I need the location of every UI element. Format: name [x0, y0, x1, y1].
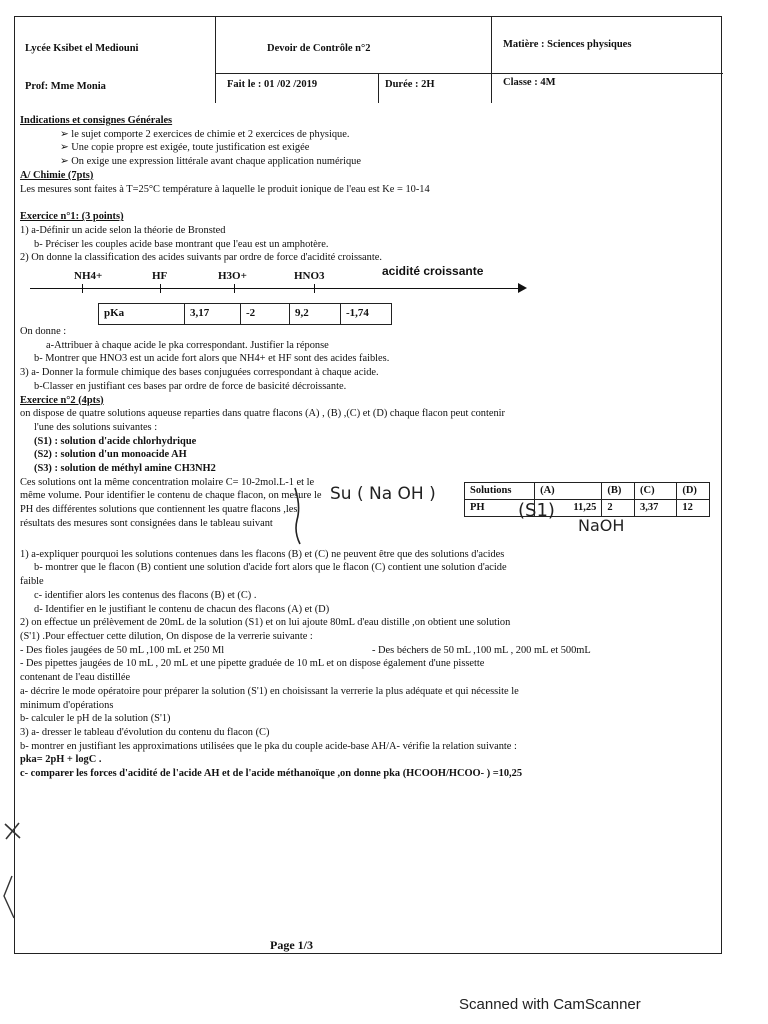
- instruction-item: ➢ le sujet comporte 2 exercices de chimie et 2 exercices de physique.: [60, 128, 350, 140]
- ex2-question: 2) on effectue un prélèvement de 20mL de la solution (S1) et on lui ajoute 80mL d'eau distille ,on obtient une solution: [20, 617, 511, 629]
- school-name: Lycée Ksibet el Mediouni: [25, 43, 139, 54]
- pka-value: 9,2: [290, 304, 341, 325]
- ph-table-header: (C): [635, 482, 677, 499]
- ex2-question: c- comparer les forces d'acidité de l'acide AH et de l'acide méthanoïque ,on donne pka (HCOOH/HCOO- ) =10,25: [20, 768, 523, 780]
- glassware-row: [20, 644, 710, 658]
- pka-value: -1,74: [341, 304, 392, 325]
- axis-label: NH4+: [74, 270, 103, 283]
- ph-table-header: (D): [677, 482, 710, 499]
- ph-table-label: PH: [465, 499, 535, 516]
- exam-date: Fait le : 01 /02 /2019: [227, 79, 318, 90]
- ph-value: 12: [677, 499, 710, 516]
- axis-label: H3O+: [218, 270, 247, 283]
- ex2-question: (S'1) .Pour effectuer cette dilution, On dispose de la verrerie suivante :: [20, 630, 313, 642]
- ex2-question: c- identifier alors les contenus des flacons (B) et (C) .: [34, 589, 257, 601]
- handwritten-note: (S1): [518, 500, 555, 521]
- solution-item: (S3) : solution de méthyl amine CH3NH2: [34, 463, 216, 475]
- ex1-question: b- Montrer que HNO3 est un acide fort alors que NH4+ et HF sont des acides faibles.: [34, 353, 390, 365]
- axis-arrow: [518, 283, 527, 293]
- ph-table-header: Solutions: [465, 482, 535, 499]
- pka-header: pKa: [99, 304, 185, 325]
- camscanner-watermark: Scanned with CamScanner: [459, 996, 641, 1013]
- ex2-text: résultats des mesures sont consignées dans le tableau suivant: [20, 517, 273, 529]
- ex1-question: 3) a- Donner la formule chimique des bases conjuguées correspondant à chaque acide.: [20, 367, 379, 379]
- acidity-axis: [20, 264, 710, 303]
- ex1-question: b- Préciser les couples acide base montrant que l'eau est un amphotère.: [34, 238, 329, 250]
- axis-label: HNO3: [294, 270, 325, 283]
- ex2-question: minimum d'opérations: [20, 699, 114, 711]
- instructions-title: Indications et consignes Générales: [20, 115, 173, 126]
- axis-label: HF: [152, 270, 168, 283]
- pka-table: [98, 303, 392, 325]
- exam-body: [20, 114, 710, 781]
- exam-class: Classe : 4M: [503, 77, 556, 88]
- check-mark-icon: [2, 820, 24, 842]
- glassware-item: - Des pipettes jaugées de 10 mL , 20 mL et une pipette graduée de 10 mL et on dispose également d'une pissette: [20, 658, 485, 670]
- ex2-text: PH des différentes solutions que contiennent les quatre flacons ,les: [20, 504, 298, 516]
- chimie-title: A/ Chimie (7pts): [20, 169, 94, 181]
- axis-tick: [234, 284, 235, 293]
- ex2-question: d- Identifier en le justifiant le contenu de chacun des flacons (A) et (D): [34, 603, 330, 615]
- ex2-text: même volume. Pour identifier le contenu de chaque flacon, on mesure le: [20, 490, 322, 502]
- teacher-name: Prof: Mme Monia: [25, 81, 106, 92]
- pka-value: -2: [241, 304, 290, 325]
- solution-item: (S1) : solution d'acide chlorhydrique: [34, 435, 197, 447]
- solution-item: (S2) : solution d'un monoacide AH: [34, 449, 187, 461]
- ex2-text: on dispose de quatre solutions aqueuse reparties dans quatre flacons (A) , (B) ,(C) et (D) chaque flacon peut contenir: [20, 408, 506, 420]
- handwritten-note: NaOH: [578, 516, 625, 535]
- ph-table-header: (A): [535, 482, 602, 499]
- exam-title: Devoir de Contrôle n°2: [267, 43, 371, 54]
- glassware-item: - Des fioles jaugées de 50 mL ,100 mL et 250 Ml: [20, 644, 225, 656]
- handwritten-note: Su ( Na OH ): [330, 484, 436, 504]
- ph-table: [464, 482, 710, 517]
- instruction-item: ➢ On exige une expression littérale avant chaque application numérique: [60, 156, 361, 168]
- ex2-question: a- décrire le mode opératoire pour préparer la solution (S'1) en choisissant la verrerie la plus adéquate et qui nécessite le: [20, 685, 519, 697]
- ex1-question: b-Classer en justifiant ces bases par ordre de force de basicité décroissante.: [34, 380, 347, 392]
- ex2-question: faible: [20, 576, 44, 588]
- axis-tick: [82, 284, 83, 293]
- ex2-question: 1) a-expliquer pourquoi les solutions contenues dans les flacons (B) et (C) ne peuvent être que des solutions d'acides: [20, 548, 505, 560]
- ph-value: 11,25: [535, 499, 602, 516]
- margin-mark-icon: [0, 874, 22, 922]
- ph-value: 2: [602, 499, 635, 516]
- chimie-intro: Les mesures sont faites à T=25°C température à laquelle le produit ionique de l'eau est Ke = 10-14: [20, 183, 430, 195]
- ex2-text: l'une des solutions suivantes :: [34, 421, 158, 433]
- page-number: Page 1/3: [270, 938, 313, 952]
- exam-header: [15, 17, 721, 103]
- ex1-question: 2) On donne la classification des acides suivants par ordre de force d'acidité croissante.: [20, 252, 382, 264]
- glassware-item: - Des béchers de 50 mL ,100 mL , 200 mL et 500mL: [372, 644, 591, 656]
- ex1-question: 1) a-Définir un acide selon la théorie de Bronsted: [20, 224, 226, 236]
- ex2-question: b- calculer le pH de la solution (S'1): [20, 713, 171, 725]
- exam-subject: Matière : Sciences physiques: [503, 39, 632, 50]
- ph-table-header: (B): [602, 482, 635, 499]
- ex2-question: 3) a- dresser le tableau d'évolution du contenu du flacon (C): [20, 726, 270, 738]
- pka-value: 3,17: [185, 304, 241, 325]
- ex2-formula: pka= 2pH + logC .: [20, 754, 102, 766]
- ex2-question: b- montrer en justifiant les approximations utilisées que le pka du couple acide-base AH/A- vérifie la relation suivante :: [20, 740, 517, 752]
- on-donne: On donne :: [20, 326, 67, 338]
- exam-duration: Durée : 2H: [385, 79, 435, 90]
- exercise2-title: Exercice n°2 (4pts): [20, 394, 104, 406]
- ex1-question: a-Attribuer à chaque acide le pka correspondant. Justifier la réponse: [46, 339, 329, 351]
- axis-caption: acidité croissante: [382, 264, 484, 279]
- glassware-item: contenant de l'eau distillée: [20, 672, 131, 684]
- ex2-text: Ces solutions ont la même concentration molaire C= 10-2mol.L-1 et le: [20, 476, 315, 488]
- ex2-question: b- montrer que le flacon (B) contient une solution d'acide fort alors que le flacon (C) contient une solution d'acide: [34, 562, 507, 574]
- axis-line: [30, 288, 520, 289]
- instruction-item: ➢ Une copie propre est exigée, toute justification est exigée: [60, 142, 310, 154]
- axis-tick: [314, 284, 315, 293]
- exercise1-title: Exercice n°1: (3 points): [20, 211, 124, 223]
- ph-value: 3,37: [635, 499, 677, 516]
- axis-tick: [160, 284, 161, 293]
- handwritten-bracket-icon: [292, 486, 306, 546]
